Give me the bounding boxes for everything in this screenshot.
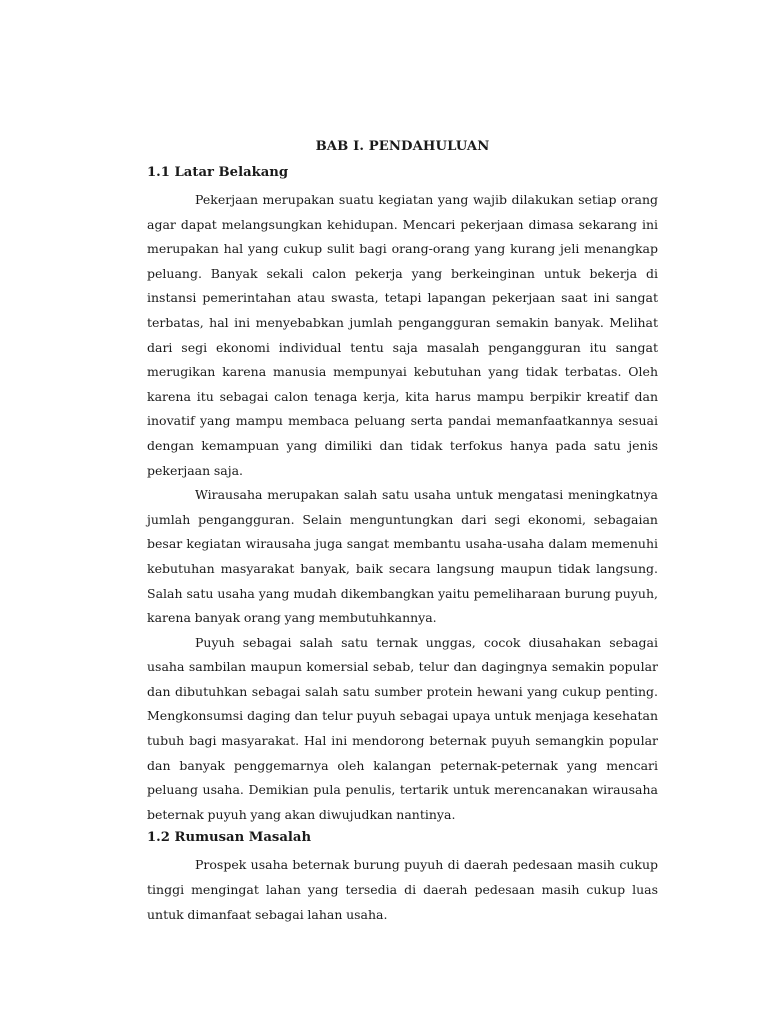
paragraph-latar-belakang-2: Wirausaha merupakan salah satu usaha untuk mengatasi meningkatnya jumlah pengangguran. Selain menguntungkan dari segi ekonomi, sebagaian besar kegiatan wirausaha juga sangat membantu usaha-usaha dalam memenuhi kebutuhan masyarakat banyak, baik secara langsung maupun tidak langsung. Salah satu usaha yang mudah dikembangkan yaitu pemeliharaan burung puyuh, karena banyak orang yang membutuhkannya. — [147, 487, 658, 626]
paragraph-latar-belakang-3: Puyuh sebagai salah satu ternak unggas, cocok diusahakan sebagai usaha sambilan maupun komersial sebab, telur dan dagingnya semakin popular dan dibutuhkan sebagai salah satu sumber protein hewani yang cukup penting. Mengkonsumsi daging dan telur puyuh sebagai upaya untuk menjaga kesehatan tubuh bagi masyarakat. Hal ini mendorong beternak puyuh semangkin popular dan banyak penggemarnya oleh kalangan peternak-peternak yang mencari peluang usaha. Demikian pula penulis, tertarik untuk merencanakan wirausaha beternak puyuh yang akan diwujudkan nantinya. — [147, 634, 658, 822]
document-body — [147, 137, 658, 927]
section-heading-latar-belakang: 1.1 Latar Belakang — [147, 165, 289, 180]
section-heading-rumusan-masalah: 1.2 Rumusan Masalah — [147, 830, 312, 846]
paragraph-latar-belakang-1: Pekerjaan merupakan suatu kegiatan yang wajib dilakukan setiap orang agar dapat melangsungkan kehidupan. Mencari pekerjaan dimasa sekarang ini merupakan hal yang cukup sulit bagi orang-orang yang kurang jeli menangkap peluang. Banyak sekali calon pekerja yang berkeinginan untuk bekerja di instansi pemerintahan atau swasta, tetapi lapangan pekerjaan saat ini sangat terbatas, hal ini menyebabkan jumlah pengangguran semakin banyak. Melihat dari segi ekonomi individual tentu saja masalah pengangguran itu sangat merugikan karena manusia mempunyai kebutuhan yang tidak terbatas. Oleh karena itu sebagai calon tenaga kerja, kita harus mampu berpikir kreatif dan inovatif yang mampu membaca peluang serta pandai memanfaatkannya sesuai dengan kemampuan yang dimiliki dan tidak terfokus hanya pada satu jenis pekerjaan saja. — [147, 192, 658, 478]
paragraph-rumusan-masalah-1: Prospek usaha beternak burung puyuh di daerah pedesaan masih cukup tinggi mengingat lahan yang tersedia di daerah pedesaan masih cukup luas untuk dimanfaat sebagai lahan usaha. — [147, 857, 658, 922]
chapter-title: BAB I. PENDAHULUAN — [315, 139, 490, 154]
